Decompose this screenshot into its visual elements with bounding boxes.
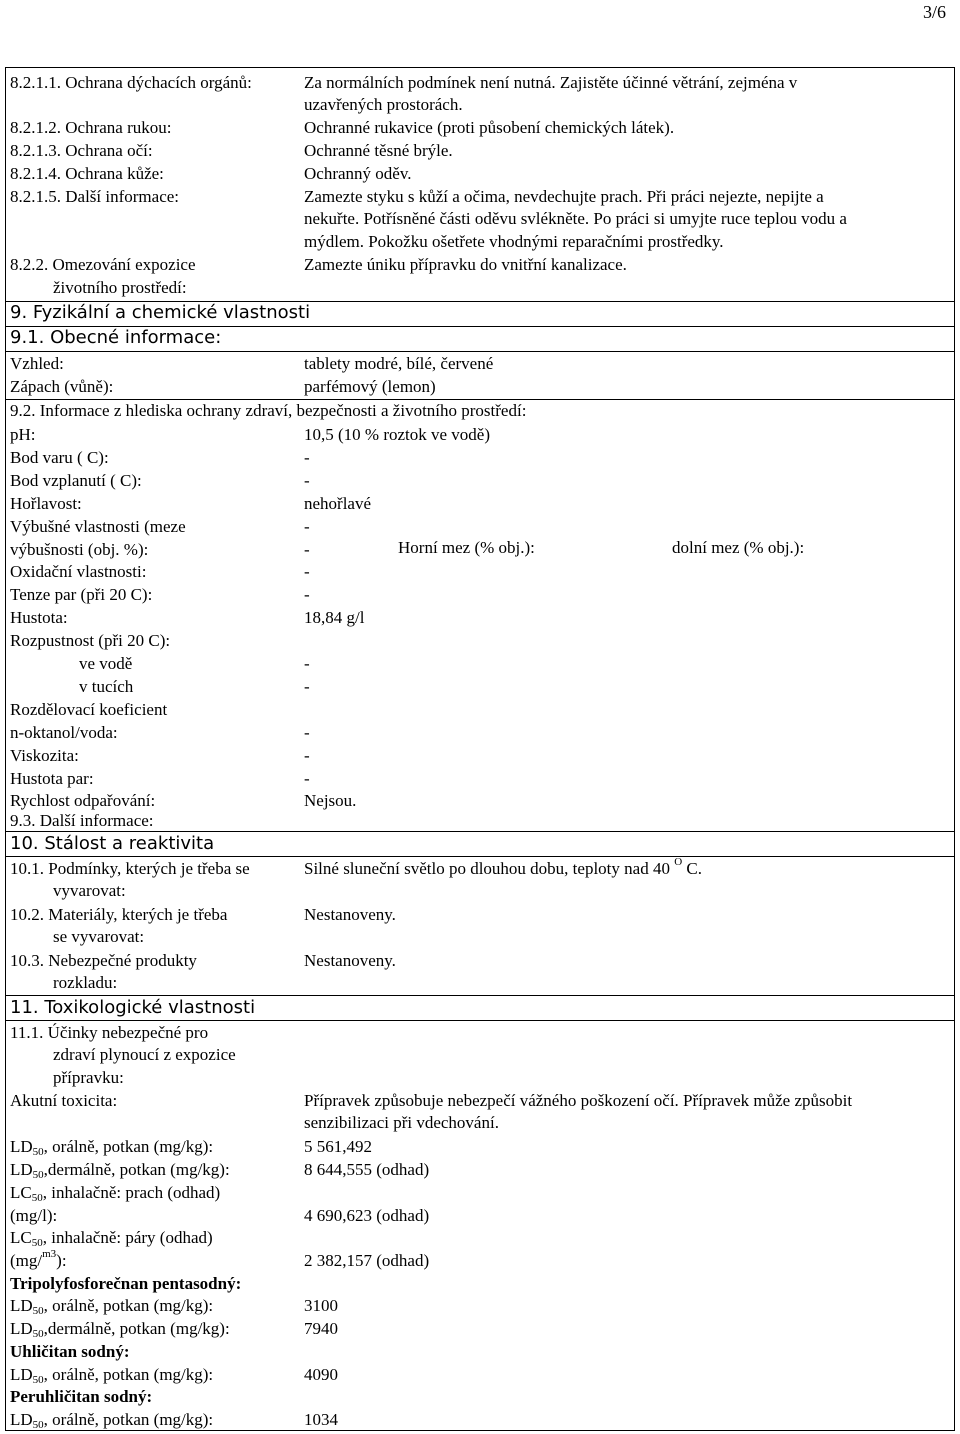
odor-label: Zápach (vůně): [10,377,114,396]
acute-toxicity-label: Akutní toxicita: [10,1091,118,1110]
ld50-oral-label: $LD_{50}$, orálně, potkan (mg/kg): [10,1365,214,1386]
property-value: - [304,654,310,673]
divider [5,1020,955,1021]
property-label: Bod varu ( C): [10,448,109,467]
property-value: Nejsou. [304,791,357,810]
property-label: Oxidační vlastnosti: [10,562,147,581]
conditions-to-avoid-label: vyvarovat: [53,881,126,900]
property-value: - [304,585,310,604]
property-label: Bod vzplanutí ( C): [10,471,142,490]
ld50-oral-value: 1034 [304,1410,338,1429]
section-9-heading: 9. Fyzikální a chemické vlastnosti [10,302,311,323]
health-effects-label: 11.1. Účinky nebezpečné pro [10,1023,209,1042]
eye-protection-label: 8.2.1.3. Ochrana očí: [10,141,153,160]
section-9-3-heading: 9.3. Další informace: [10,811,154,830]
ld50-dermal-label: $LD_{50},dermá\ln ě$, potkan (mg/kg): [10,1319,230,1340]
property-label: Rozpustnost (při 20 C): [10,631,171,650]
property-label: Hustota par: [10,769,94,788]
other-info-label: 8.2.1.5. Další informace: [10,187,180,206]
property-value: - [304,677,310,696]
skin-protection-label: 8.2.1.4. Ochrana kůže: [10,164,164,183]
ld50-dermal-label: $LD_{50},dermá\ln ě$, potkan (mg/kg): [10,1160,230,1181]
other-info-value: nekuřte. Potřísněné části oděvu svlékněte. Po práci si umyjte ruce teplou vodu a [304,209,847,228]
property-value: - [304,723,310,742]
lc50-dust-label: $LC_{50}$, inhalačně: prach (odhad) [10,1183,221,1204]
ld50-oral-value: 5 561,492 [304,1137,372,1156]
divider [5,856,955,857]
lower-limit-label: dolní mez (% obj.): [672,538,805,557]
lc50-dust-unit: (mg/l): [10,1206,58,1225]
property-value: - [304,448,310,467]
divider [5,995,955,996]
page-number: 3/6 [922,2,946,22]
other-info-value: Zamezte styku s kůží a očima, nevdechujte prach. Při práci nejezte, nepijte a [304,187,824,206]
property-label: výbušnosti (obj. %): [10,540,149,559]
section-10-heading: 10. Stálost a reaktivita [10,833,215,854]
property-label: Výbušné vlastnosti (meze [10,517,186,536]
materials-to-avoid-value: Nestanoveny. [304,905,396,924]
env-exposure-value: Zamezte úniku přípravku do vnitřní kanalizace. [304,255,627,274]
lc50-vapour-value: 2 382,157 (odhad) [304,1251,430,1270]
env-exposure-label: životního prostředí: [53,278,187,297]
ld50-oral-value: 3100 [304,1296,338,1315]
ld50-oral-label: $LD_{50}$, orálně, potkan (mg/kg): [10,1137,214,1158]
ld50-dermal-value: 8 644,555 (odhad) [304,1160,430,1179]
property-value: - [304,517,310,536]
section-9-2-heading: 9.2. Informace z hlediska ochrany zdraví, bezpečnosti a životního prostředí: [10,401,527,420]
substance-name: Uhličitan sodný: [10,1342,130,1361]
respiratory-protection-value: Za normálních podmínek není nutná. Zajistěte účinné větrání, zejména v [304,73,798,92]
respiratory-protection-value: uzavřených prostorách. [304,95,463,114]
ld50-oral-label: $LD_{50}$, orálně, potkan (mg/kg): [10,1296,214,1317]
property-value: - [304,746,310,765]
acute-toxicity-value: senzibilizaci při vdechování. [304,1113,499,1132]
ld50-oral-value: 4090 [304,1365,338,1384]
health-effects-label: zdraví plynoucí z expozice [53,1045,236,1064]
property-label: n-oktanol/voda: [10,723,118,742]
section-9-1-heading: 9.1. Obecné informace: [10,327,222,348]
decomposition-products-label: rozkladu: [53,973,118,992]
property-label: Rozdělovací koeficient [10,700,168,719]
conditions-to-avoid-label: 10.1. Podmínky, kterých je třeba se [10,859,250,878]
property-label: Tenze par (při 20 C): [10,585,153,604]
section-11-heading: 11. Toxikologické vlastnosti [10,997,256,1018]
property-label: Viskozita: [10,746,79,765]
respiratory-protection-label: 8.2.1.1. Ochrana dýchacích orgánů: [10,73,252,92]
property-value: 10,5 (10 % roztok ve vodě) [304,425,491,444]
materials-to-avoid-label: se vyvarovat: [53,927,145,946]
eye-protection-value: Ochranné těsné brýle. [304,141,453,160]
hand-protection-label: 8.2.1.2. Ochrana rukou: [10,118,172,137]
acute-toxicity-value: Přípravek způsobuje nebezpečí vážného poškození očí. Přípravek může způsobit [304,1091,853,1110]
health-effects-label: přípravku: [53,1068,124,1087]
ld50-oral-label: $LD_{50}$, orálně, potkan (mg/kg): [10,1410,214,1431]
substance-name: Tripolyfosforečnan pentasodný: [10,1274,242,1293]
decomposition-products-label: 10.3. Nebezpečné produkty [10,951,197,970]
divider [5,351,955,352]
odor-value: parfémový (lemon) [304,377,436,396]
upper-limit-label: Horní mez (% obj.): [398,538,535,557]
property-value: 18,84 g/l [304,608,365,627]
ld50-dermal-value: 7940 [304,1319,338,1338]
conditions-to-avoid-value: Silné sluneční světlo po dlouhou dobu, teploty nad 40 $^O$ C. [304,856,702,878]
env-exposure-label: 8.2.2. Omezování expozice [10,255,196,274]
property-value: - [304,769,310,788]
property-label: pH: [10,425,36,444]
appearance-value: tablety modré, bílé, červené [304,354,494,373]
materials-to-avoid-label: 10.2. Materiály, kterých je třeba [10,905,228,924]
property-value: nehořlavé [304,494,372,513]
substance-name: Peruhličitan sodný: [10,1387,153,1406]
decomposition-products-value: Nestanoveny. [304,951,396,970]
property-label: Hořlavost: [10,494,82,513]
lc50-vapour-unit: (mg/$^{m3}$): [10,1248,67,1270]
property-label: v tucích [79,677,134,696]
property-value: - [304,562,310,581]
other-info-value: mýdlem. Pokožku ošetřete vhodnými reparačními prostředky. [304,232,724,251]
property-label: ve vodě [79,654,133,673]
lc50-vapour-label: $LC_{50}$, inhalačně: páry (odhad) [10,1228,213,1249]
property-label: Rychlost odpařování: [10,791,156,810]
property-label: Hustota: [10,608,68,627]
hand-protection-value: Ochranné rukavice (proti působení chemických látek). [304,118,675,137]
property-value: - [304,540,310,559]
appearance-label: Vzhled: [10,354,64,373]
property-value: - [304,471,310,490]
skin-protection-value: Ochranný oděv. [304,164,412,183]
lc50-dust-value: 4 690,623 (odhad) [304,1206,430,1225]
